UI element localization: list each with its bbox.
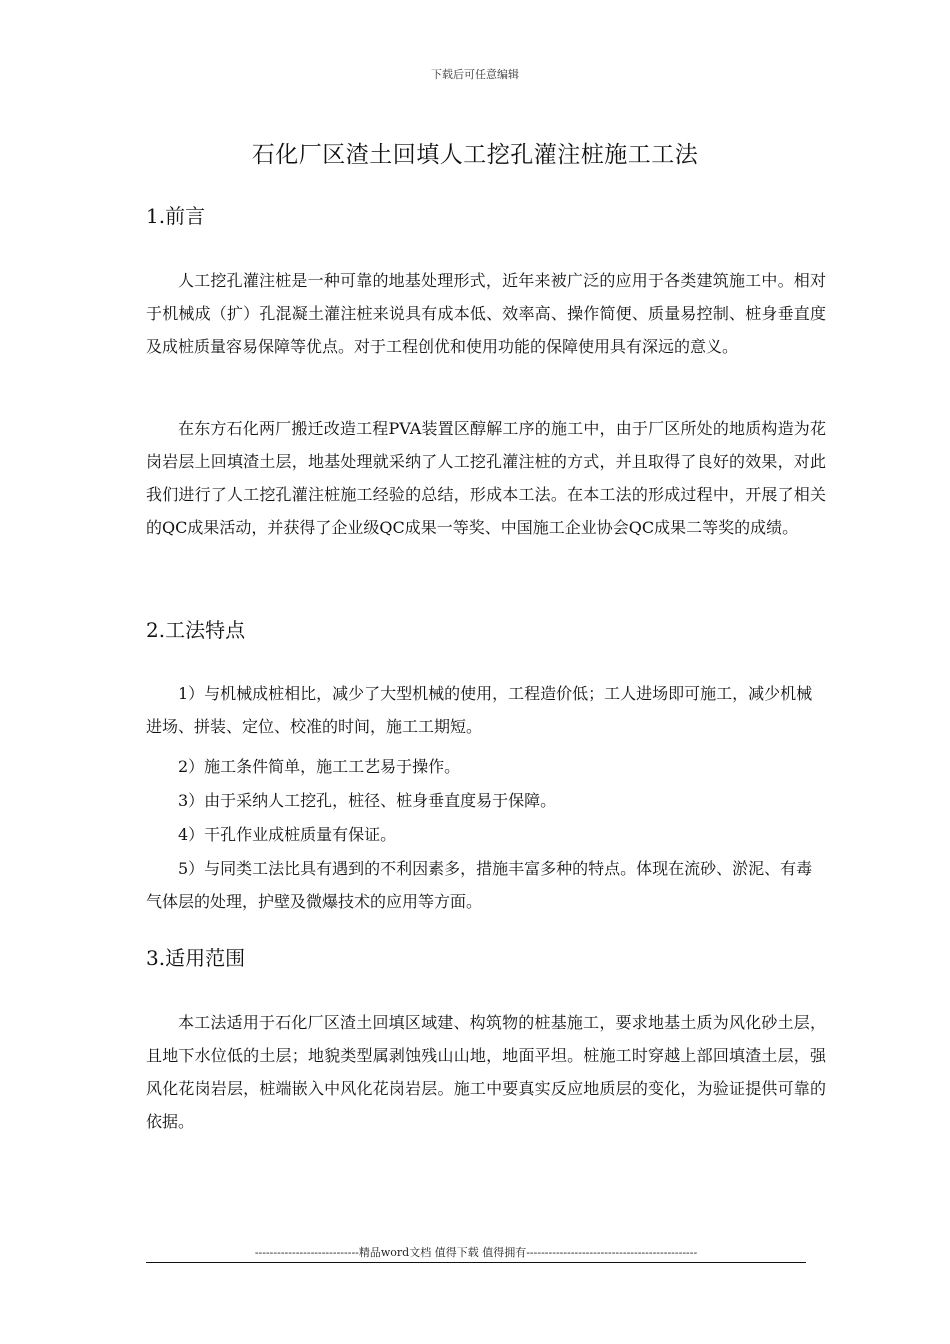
section-heading-features: 2.工法特点 xyxy=(146,618,246,642)
section-heading-scope: 3.适用范围 xyxy=(146,946,246,970)
feature-item-2: 2）施工条件简单，施工工艺易于操作。 xyxy=(178,757,461,776)
header-note: 下载后可任意编辑 xyxy=(431,68,519,81)
feature-item-1: 1）与机械成桩相比，减少了大型机械的使用，工程造价低；工人进场即可施工，减少机械进场、拼装、定位、校准的时间，施工工期短。 xyxy=(146,684,813,736)
preface-paragraph-2: 在东方石化两厂搬迁改造工程PVA装置区醇解工序的施工中，由于厂区所处的地质构造为花岗岩层上回填渣土层，地基处理就采纳了人工挖孔灌注桩的方式，并且取得了良好的效果，对此我们进行了人工挖孔灌注桩施工经验的总结，形成本工法。在本工法的形成过程中，开展了相关的QC成果活动，并获得了企业级QC成果一等奖、中国施工企业协会QC成果二等奖的成绩。 xyxy=(146,419,826,537)
footer-text: ----------------------------精品word文档 值得下载 值得拥有---------------------------------------------- xyxy=(254,1246,698,1259)
feature-item-4: 4）干孔作业成桩质量有保证。 xyxy=(178,825,397,844)
feature-item-3: 3）由于采纳人工挖孔，桩径、桩身垂直度易于保障。 xyxy=(178,791,557,810)
section-heading-preface: 1.前言 xyxy=(146,204,206,228)
footer-divider xyxy=(146,1262,806,1263)
document-title: 石化厂区渣土回填人工挖孔灌注桩施工工法 xyxy=(251,142,699,168)
scope-paragraph: 本工法适用于石化厂区渣土回填区域建、构筑物的桩基施工，要求地基土质为风化砂土层，且地下水位低的土层；地貌类型属剥蚀残山山地，地面平坦。桩施工时穿越上部回填渣土层，强风化花岗岩层，桩端嵌入中风化花岗岩层。施工中要真实反应地质层的变化，为验证提供可靠的依据。 xyxy=(146,1013,826,1131)
preface-paragraph-1: 人工挖孔灌注桩是一种可靠的地基处理形式，近年来被广泛的应用于各类建筑施工中。相对于机械成（扩）孔混凝土灌注桩来说具有成本低、效率高、操作简便、质量易控制、桩身垂直度及成桩质量容易保障等优点。对于工程创优和使用功能的保障使用具有深远的意义。 xyxy=(146,271,826,356)
feature-item-5: 5）与同类工法比具有遇到的不利因素多，措施丰富多种的特点。体现在流砂、淤泥、有毒气体层的处理，护壁及微爆技术的应用等方面。 xyxy=(146,859,813,911)
